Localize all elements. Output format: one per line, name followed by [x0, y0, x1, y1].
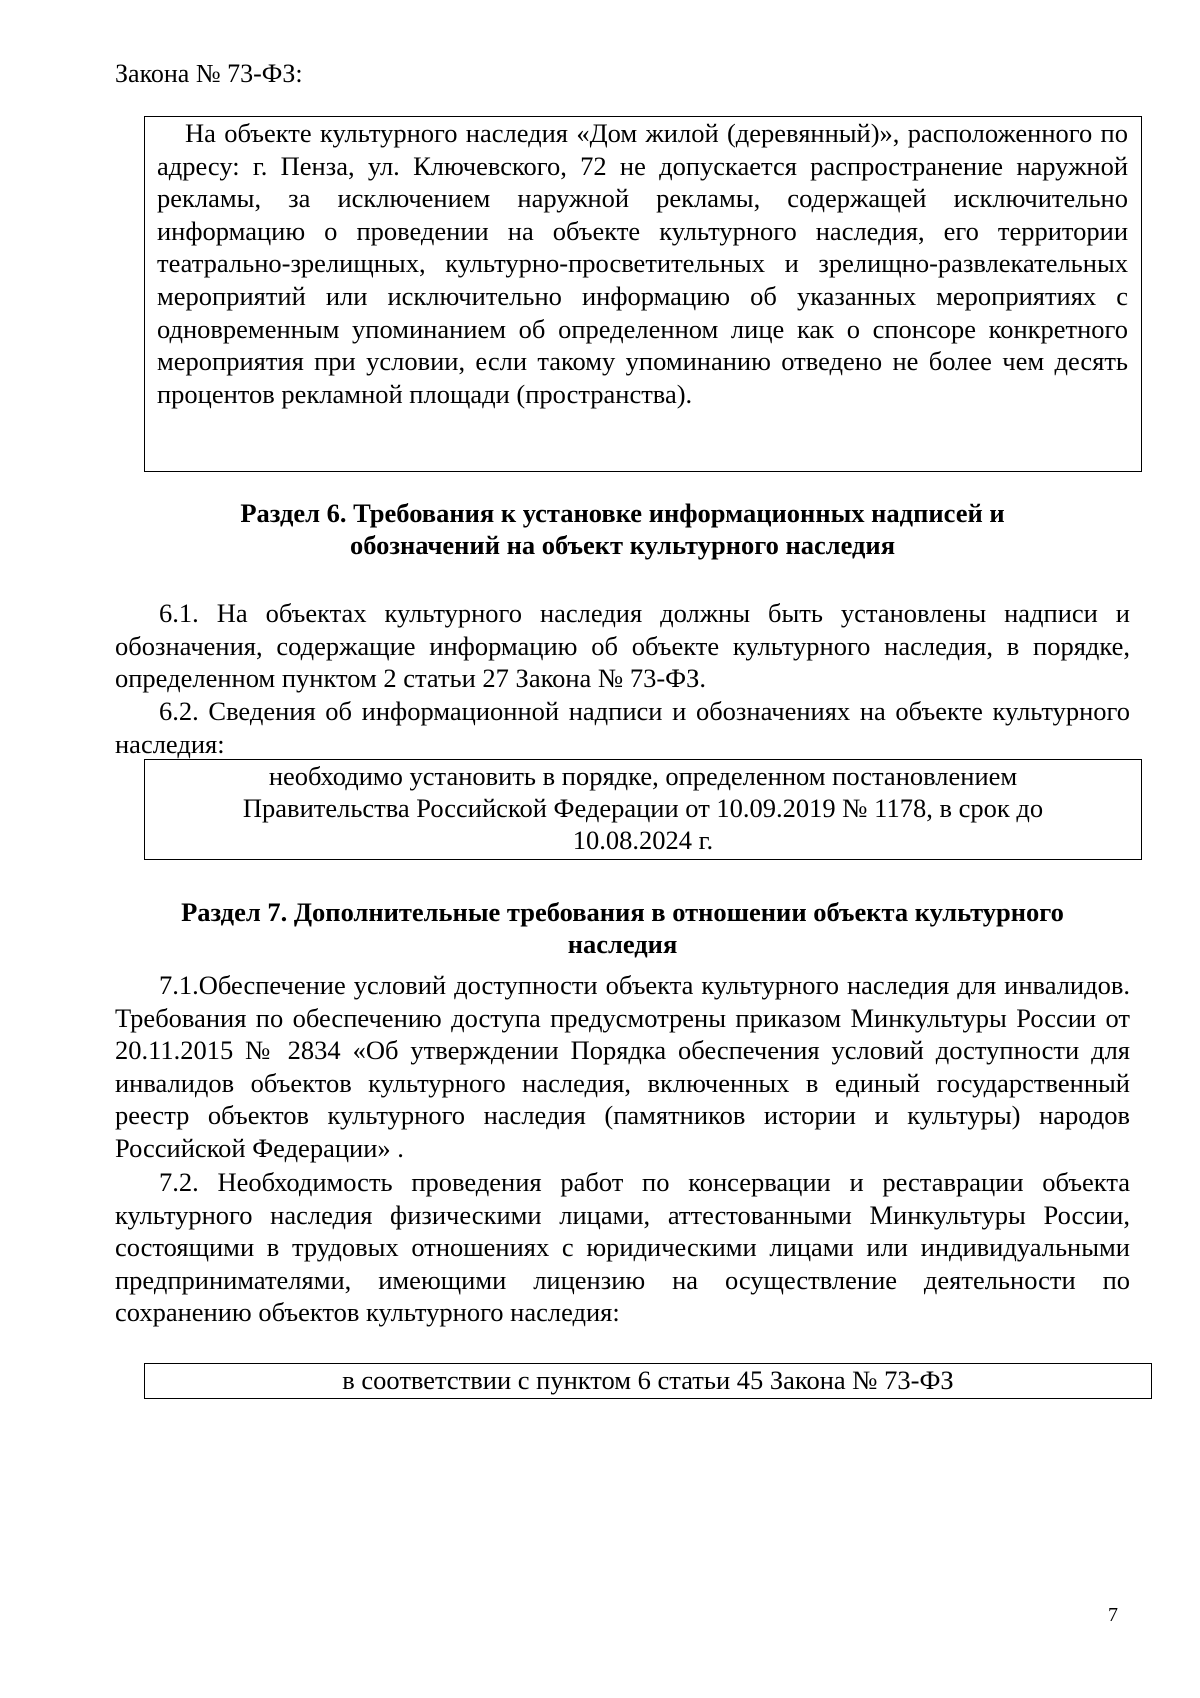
section-7-heading-line-1: Раздел 7. Дополнительные требования в отношении объекта культурного [181, 897, 1064, 927]
paragraph-7-2: 7.2. Необходимость проведения работ по консервации и реставрации объекта культурного наследия физическими лицами, аттестованными Минкультуры России, состоящими в трудовых отношениях с юридическими лицами или индивидуальными предпринимателями, имеющими лицензию на осуществление деятельности по сохранению объектов культурного наследия: [115, 1167, 1130, 1328]
section-6-heading [115, 497, 1130, 561]
section-7-heading [115, 896, 1130, 960]
section-6-heading-line-1: Раздел 6. Требования к установке информационных надписей и [240, 498, 1005, 528]
restoration-requirement-box [144, 1363, 1152, 1399]
information-sign-line-3: 10.08.2024 г. [572, 825, 714, 855]
page-number: 7 [1108, 1604, 1118, 1626]
lead-line: Закона № 73-ФЗ: [115, 59, 303, 88]
section-7-heading-line-2: наследия [567, 929, 678, 959]
advertising-restriction-box [144, 116, 1142, 472]
advertising-restriction-text: На объекте культурного наследия «Дом жилой (деревянный)», расположенного по адресу: г. Пенза, ул. Ключевского, 72 не допускается распространение наружной рекламы, за исключением наружной рекламы, содержащей исключительно информацию о проведении на объекте культурного наследия, его территории театрально-зрелищных, культурно-просветительных и зрелищно-развлекательных мероприятий или исключительно информацию об указанных мероприятиях с одновременным упоминанием об определенном лице как о спонсоре конкретного мероприятия при условии, если такому упоминанию отведено не более чем десять процентов рекламной площади (пространства). [157, 118, 1128, 409]
paragraph-7-1: 7.1.Обеспечение условий доступности объекта культурного наследия для инвалидов. Требования по обеспечению доступа предусмотрены приказом Минкультуры России от 20.11.2015 № 2834 «Об утверждении Порядка обеспечения условий доступности для инвалидов объектов культурного наследия, включенных в единый государственный реестр объектов культурного наследия (памятников истории и культуры) народов Российской Федерации» . [115, 970, 1130, 1163]
restoration-requirement-text: в соответствии с пунктом 6 статьи 45 Закона № 73-ФЗ [342, 1365, 954, 1395]
information-sign-line-2: Правительства Российской Федерации от 10.09.2019 № 1178, в срок до [242, 793, 1044, 823]
paragraph-6-1: 6.1. На объектах культурного наследия должны быть установлены надписи и обозначения, содержащие информацию об объекте культурного наследия, в порядке, определенном пунктом 2 статьи 27 Закона № 73-ФЗ. [115, 598, 1130, 694]
paragraph-6-2: 6.2. Сведения об информационной надписи и обозначениях на объекте культурного наследия: [115, 696, 1130, 759]
information-sign-box [144, 759, 1142, 860]
section-6-heading-line-2: обозначений на объект культурного наследия [349, 530, 896, 560]
information-sign-line-1: необходимо установить в порядке, определенном постановлением [268, 761, 1018, 791]
